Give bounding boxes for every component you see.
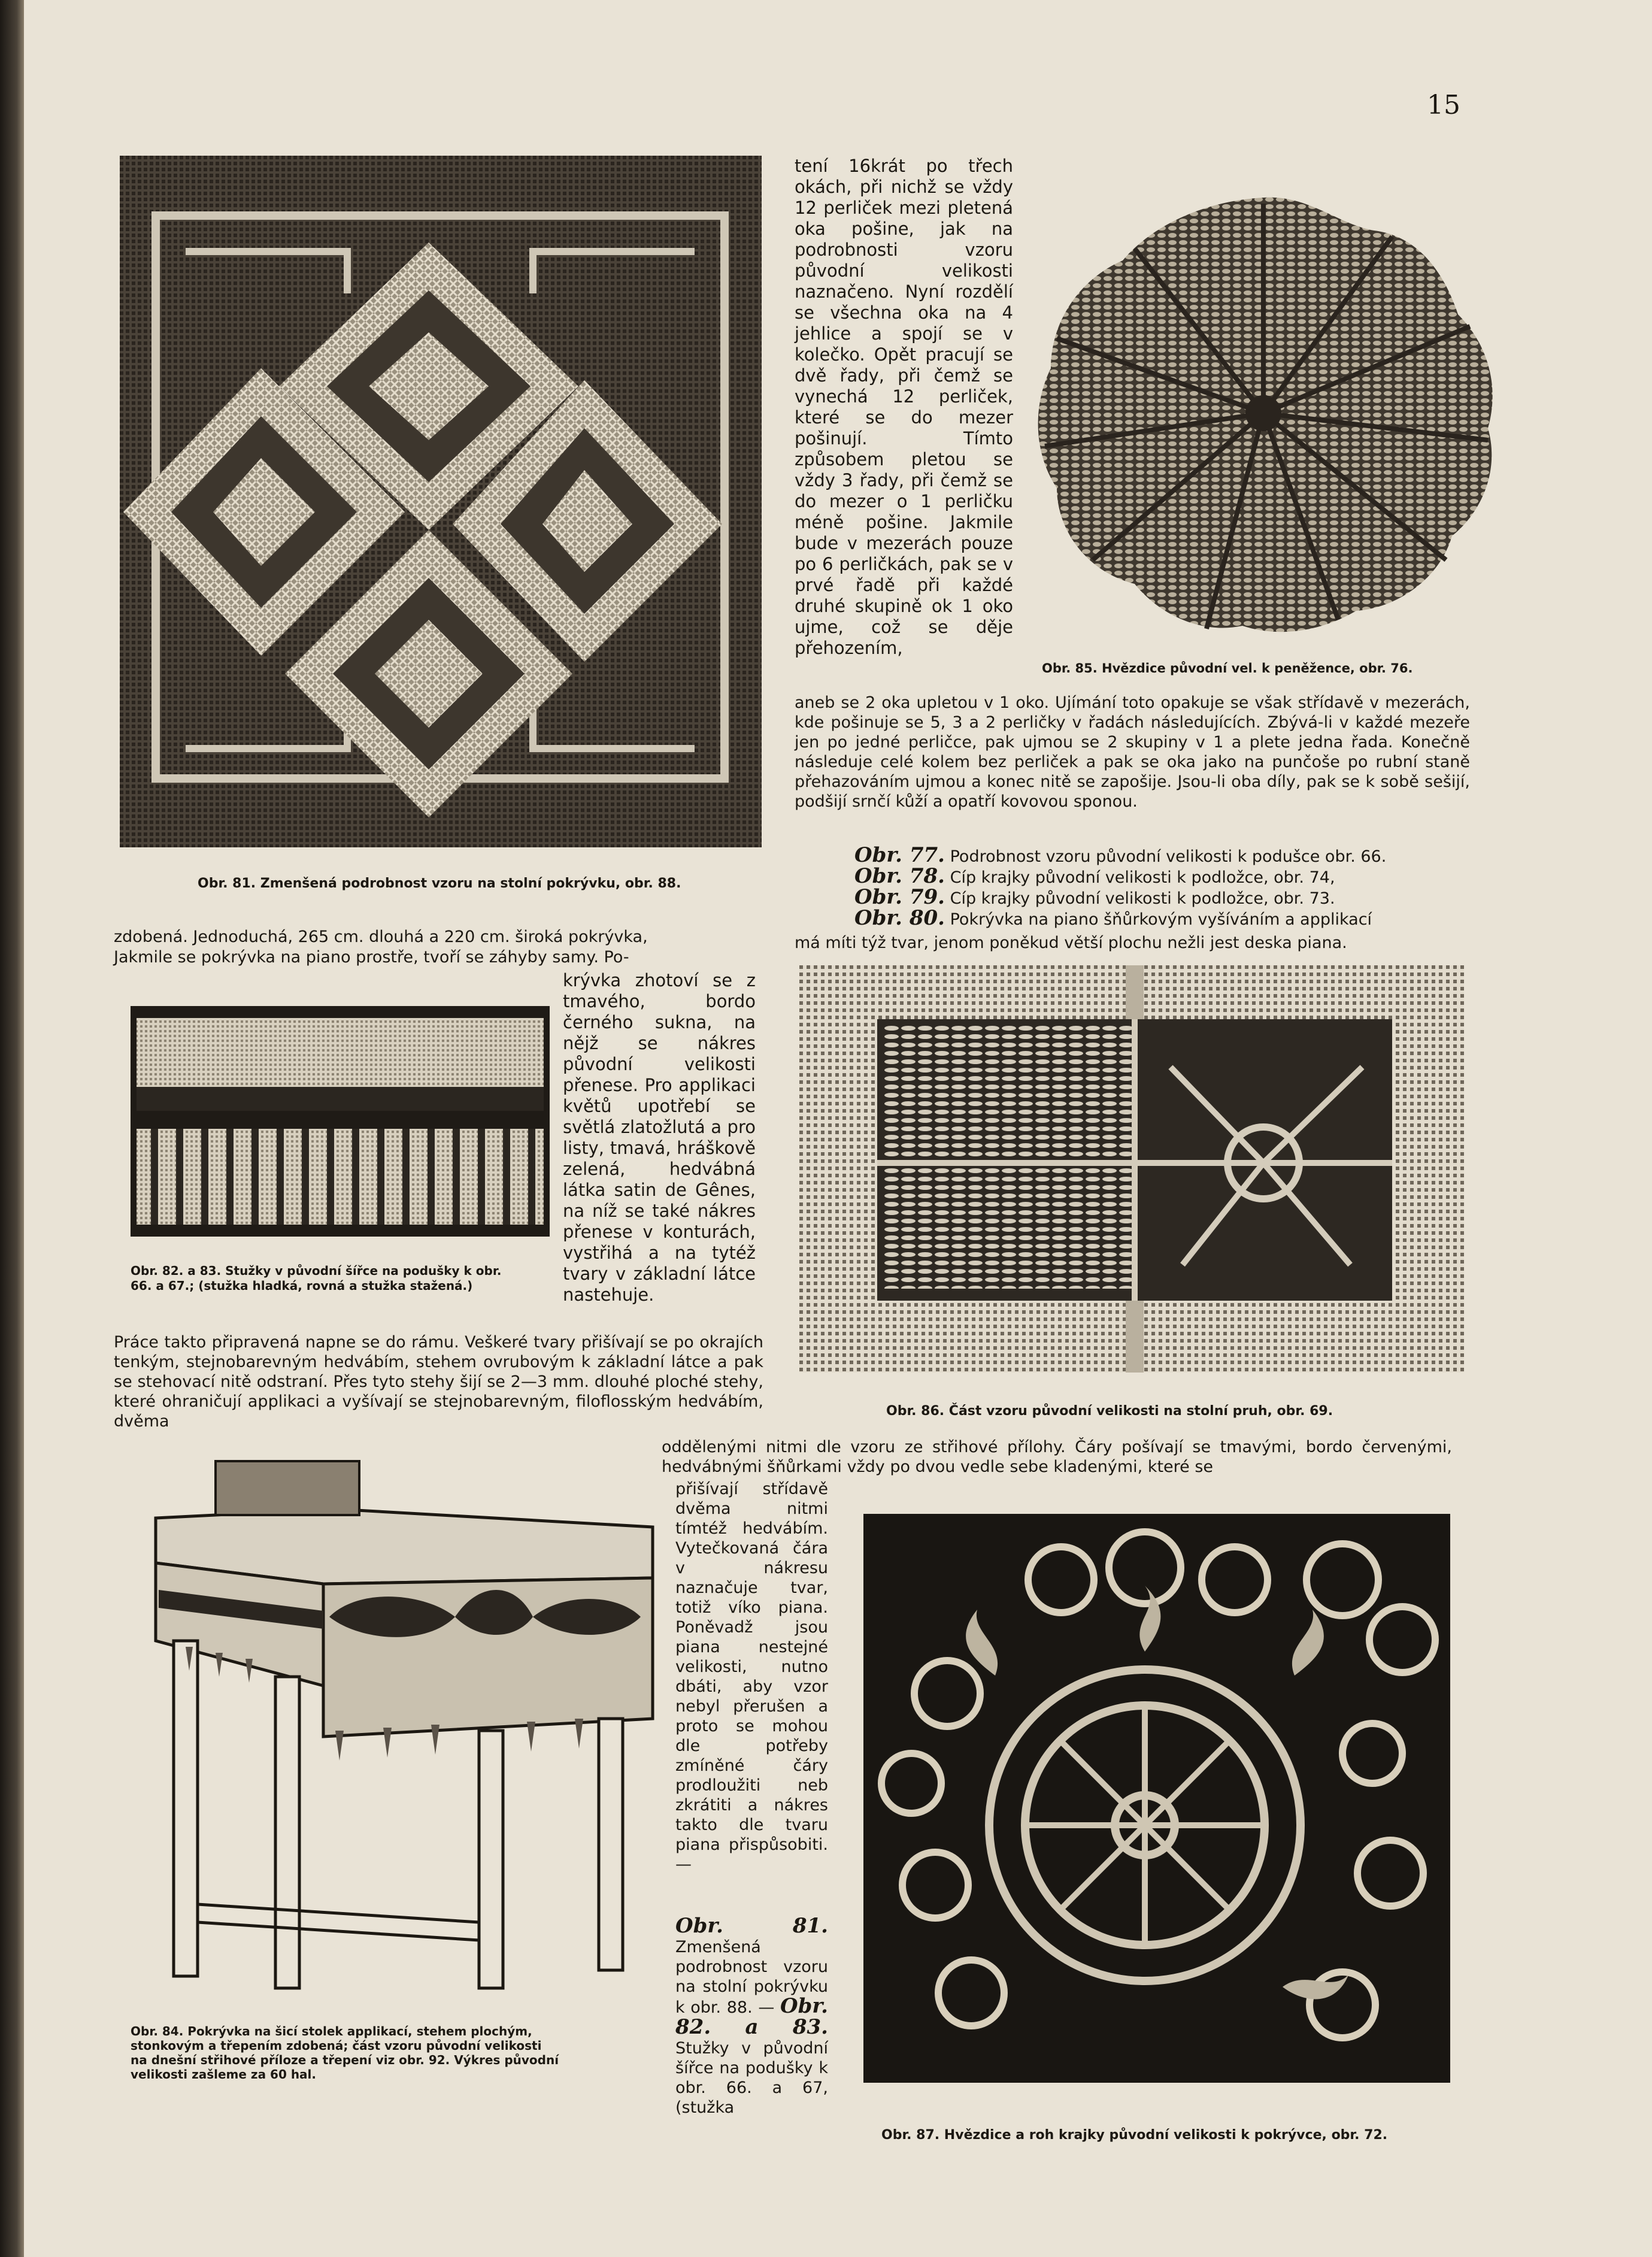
page-number: 15: [1427, 90, 1460, 120]
figure-84-image: [144, 1449, 665, 2006]
page: [24, 0, 1652, 2257]
obr-81-ref: Obr. 81.: [675, 1914, 828, 1938]
line-zdobena: zdobená. Jednoduchá, 265 cm. dlouhá a 220 cm. široká pokrývka,: [114, 928, 648, 946]
figure-86-image: [799, 965, 1464, 1373]
figure-81-caption: Obr. 81. Zmenšená podrobnost vzoru na stolní pokrývku, obr. 88.: [198, 876, 681, 891]
obr-80-text: Pokrývka na piano šňůrkovým vyšíváním a applikací: [950, 910, 1372, 929]
figure-81-image: [120, 156, 762, 847]
figure-87-image: [863, 1514, 1450, 2083]
obr-81-text: Zmenšená podrobnost vzoru na stolní pokrývku k obr. 88. —: [675, 1938, 828, 2017]
book-spine: [0, 0, 24, 2257]
figure-85-image: [1027, 189, 1500, 638]
figure-86-caption: Obr. 86. Část vzoru původní velikosti na stolní pruh, obr. 69.: [886, 1404, 1333, 1419]
paragraph-prace: Práce takto připravená napne se do rámu. Veškeré tvary přišívají se po okrajích tenkým, stejnobarevným hedvábím, stehem ovrubovým k základní látce a pak se stehovací nitě odstraní. Přes tyto stehy šijí se 2—3 mm. dlouhé ploché stehy, které ohraničují applikaci a vyšívají se stejnobarevným, filoflosským hedvábím, dvěma: [114, 1333, 763, 1431]
obr-78-text: Cíp krajky původní velikosti k podložce, obr. 74,: [950, 868, 1335, 887]
text-column-top-right: tení 16krát po třech okách, při nichž se vždy 12 perliček mezi pletená oka pošine, jak na podrobnosti vzoru původní velikosti naznačeno. Nyní rozdělí se všechna oka na 4 jehlice a spojí se v kolečko. Opět pracují se dvě řady, při čemž se vynechá 12 perliček, které se do mezer pošinují. Tímto způsobem pletou se vždy 3 řady, při čemž se do mezer o 1 perličku méně pošine. Jakmile bude v mezerách pouze po 6 perličkách, pak se v prvé řadě při každé druhé skupině ok 1 oko ujme, což se děje přehozením,: [795, 156, 1013, 658]
figure-82-83-caption: Obr. 82. a 83. Stužky v původní šířce na podušky k obr. 66. a 67.; (stužka hladká, rovná a stužka stažená.): [131, 1264, 502, 1293]
figure-82-83-image: [131, 1006, 550, 1237]
text-column-prisivaji: přišívají střídavě dvěma nitmi tímtéž hedvábím. Vytečkovaná čára v nákresu naznačuje tvar, totiž víko piana. Poněvadž jsou piana nestejné velikosti, nutno dbáti, aby vzor nebyl přerušen a proto se mohou dle potřeby zmíněné čáry prodloužiti neb zkrátiti a nákres takto dle tvaru piana přispůsobiti. —: [675, 1480, 828, 1874]
obr-78-line: [854, 864, 1477, 888]
obr-77-line: [854, 843, 1477, 867]
text-column-pokryvka: krývka zhotoví se z tmavého, bordo černého sukna, na nějž se nákres původní velikosti přenese. Pro applikaci květů upotřebí se světlá zlatožlutá a pro listy, tmavá, hráškově zelená, hedvábná látka satin de Gênes, na níž se také nákres přenese v konturách, vystřihá a na tytéž tvary v základní látce nastehuje.: [563, 970, 756, 1305]
obr-80-line: [854, 908, 1477, 929]
figure-85-caption: Obr. 85. Hvězdice původní vel. k peněžence, obr. 76.: [1042, 661, 1413, 675]
line-ma-miti: má míti týž tvar, jenom poněkud větší plochu nežli jest deska piana.: [795, 934, 1347, 952]
line-jakmile: Jakmile se pokrývka na piano prostře, tvoří se záhyby samy. Po-: [114, 948, 629, 967]
obr-82-text: Stužky v původní šířce na podušky k obr. 66. a 67, (stužka: [675, 2039, 828, 2117]
obr-79-line: [854, 887, 1477, 908]
obr-82-ref: Obr. 82. a 83.: [675, 1994, 828, 2039]
obr-81-paragraph: [675, 1916, 828, 2117]
paragraph-oddelenymi: oddělenými nitmi dle vzoru ze střihové přílohy. Čáry pošívají se tmavými, bordo červenými, hedvábnými šňůrkami vždy po dvou vedle sebe kladenými, které se: [662, 1438, 1452, 1476]
figure-84-caption: Obr. 84. Pokrývka na šicí stolek applikací, stehem plochým, stonkovým a třepením zdobená; část vzoru původní velikosti na dnešní střihové příloze a třepení viz obr. 92. Výkres původní velikosti zašleme za 60 hal.: [131, 2024, 559, 2082]
obr-79-text: Cíp krajky původní velikosti k podložce, obr. 73.: [950, 889, 1335, 908]
obr-79-ref: Obr. 79.: [854, 885, 945, 909]
obr-78-ref: Obr. 78.: [854, 864, 945, 888]
paragraph-ujimani: aneb se 2 oka upletou v 1 oko. Ujímání toto opakuje se však střídavě v mezerách, kde pošinuje se 5, 3 a 2 perličky v řadách následujících. Zbývá-li v každé mezeře jen po jedné perličce, pak ujmou se 2 skupiny v 1 a plete jedna řada. Konečně následuje celé kolem bez perliček a pak se oka jako na punčoše po rubní staně přehazováním ujmou a konec nitě se zapošije. Jsou-li oba díly, pak se k sobě sešijí, podšijí srnčí kůží a opatří kovovou sponou.: [795, 693, 1470, 811]
obr-77-text: Podrobnost vzoru původní velikosti k podušce obr. 66.: [950, 847, 1387, 866]
obr-77-ref: Obr. 77.: [854, 843, 945, 867]
figure-87-caption: Obr. 87. Hvězdice a roh krajky původní velikosti k pokrývce, obr. 72.: [881, 2128, 1388, 2143]
obr-80-ref: Obr. 80.: [854, 906, 945, 930]
